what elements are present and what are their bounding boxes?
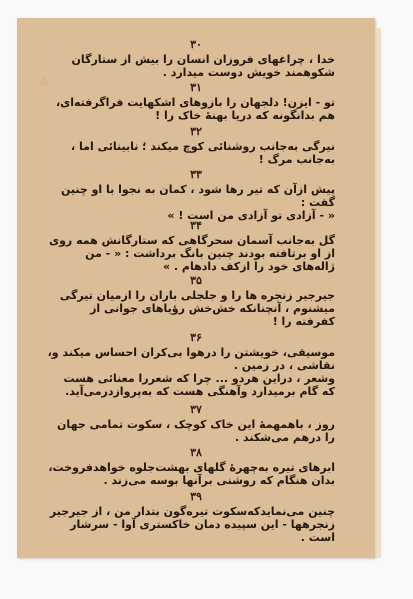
verse-line: وشعر ، دراین هردو ... چرا که شعررا معنائی هست: [63, 372, 335, 385]
verse-line: خدا ، چراغهای فروزان انسان را بیش از ستارگان: [71, 53, 335, 66]
verse-line: میشنوم ، آنچنانکه خش‌خش رؤیاهای جوانی از: [90, 302, 335, 315]
verse-number: ۳۳: [190, 168, 202, 181]
verse-line: ابرهای تیره به‌چهرهٔ گلهای بهشت‌جلوه خواهدفروخت،: [48, 461, 335, 474]
verse-line: موسیقی، خویشتن را درهوا بی‌کران احساس میکند و،: [47, 346, 335, 359]
verse-line: هم بدانگونه که دریا بهنهٔ خاک را !: [155, 109, 335, 122]
verse-line: از او برتافته بودند چنین بانگ برداشت : « - من: [85, 247, 335, 260]
verse-line: گفت :: [300, 196, 335, 209]
verse-line: نیرگی به‌جانب روشنائی کوچ میکند ؛ نابینائی اما ،: [71, 140, 335, 153]
verse-number: ۳۸: [190, 446, 202, 459]
verse-line: شکوهمند خویش دوست میدارد .: [162, 66, 335, 79]
verse-line: چنین می‌نمایدکه‌سکوت تیره‌گون بتدار من ، از جیرجیر: [49, 505, 335, 518]
verse-number: ۳۵: [190, 274, 202, 287]
verse-line: زنجرهها - این سپیده دمان خاکستری آوا - سرشار: [70, 518, 335, 531]
verse-number: ۳۶: [190, 331, 202, 344]
verse-number: ۳۷: [190, 403, 202, 416]
verse-line: جیرجیر زنجره ها را و جلجلی باران را ازمیان تیرگی: [59, 289, 335, 302]
bleed-through-text: ⁂: [39, 78, 48, 88]
verse-number: ۳۹: [190, 490, 202, 503]
verse-line: که گام برمیدارد وآهنگی هست که به‌پروازدرمی‌آید.: [65, 385, 335, 398]
verse-number: ۳۰: [190, 38, 202, 51]
verse-number: ۳۲: [190, 125, 202, 138]
verse-line: نقاشی ، در زمین .: [233, 359, 335, 372]
verse-line: ژاله‌های خود را ازکف دادهام . »: [162, 260, 335, 273]
verse-line: کفرفته را !: [272, 315, 335, 328]
verse-line: روز ، باهمهمهٔ این خاک کوچک ، سکوت تمامی جهان: [57, 418, 335, 431]
verse-line: « - آزادی تو آزادی من است ! »: [167, 209, 335, 222]
verse-number: ۳۱: [190, 81, 202, 94]
verse-line: است .: [300, 531, 335, 544]
verse-line: پیش ازآن که تیر رها شود ، کمان به نجوا با او چنین: [60, 183, 335, 196]
verse-number: ۳۴: [190, 219, 202, 232]
verse-line: به‌جانب مرگ !: [258, 153, 335, 166]
verse-line: گل به‌جانب آسمان سحرگاهی که ستارگانش همه روی: [49, 234, 335, 247]
verse-line: را درهم می‌شکند .: [235, 431, 335, 444]
verse-line: تو - ایزن! دلجهان را بازوهای اشکهایت فراگرفته‌ای،: [55, 96, 335, 109]
verse-line: بدان هنگام که روشنی برآنها بوسه می‌زند .: [103, 474, 335, 487]
book-page: [17, 18, 375, 558]
